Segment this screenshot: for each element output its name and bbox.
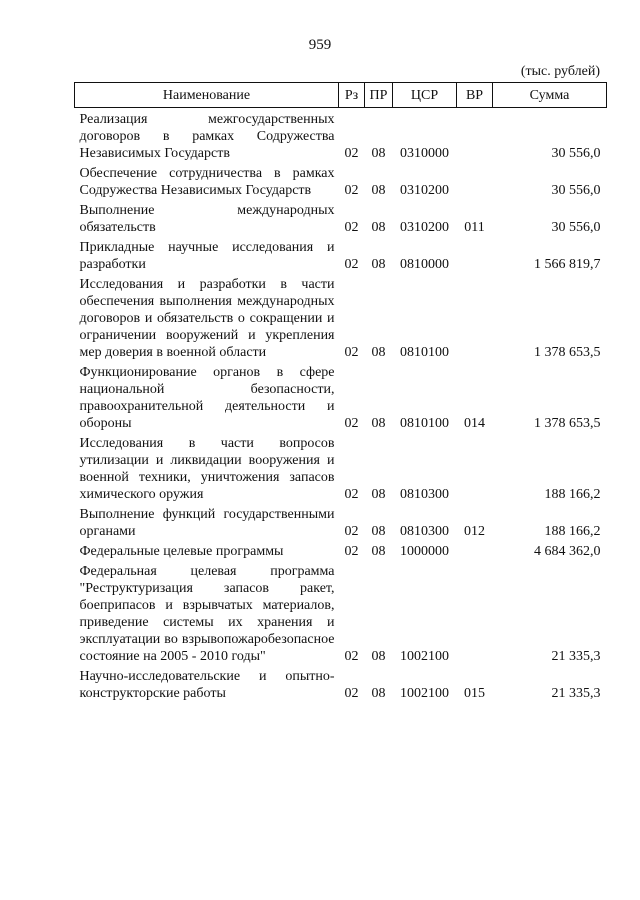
row-pr: 08 <box>371 220 386 235</box>
row-rz: 02 <box>344 146 359 161</box>
row-rz: 02 <box>344 416 359 431</box>
header-sum: Сумма <box>493 83 607 108</box>
header-rz: Рз <box>339 83 365 108</box>
table-row <box>75 273 607 361</box>
row-vr: 012 <box>464 524 485 539</box>
row-name: Федеральная целевая программа "Реструктуризация запасов ракет, боеприпасов и взрывчатых материалов, приведение системы их хранения и эксплуатации во взрывопожаробезопасное состояние на 2005 - 2010 годы" <box>79 564 335 664</box>
row-pr: 08 <box>371 416 386 431</box>
row-sum: 1 566 819,7 <box>534 257 601 272</box>
row-pr: 08 <box>371 544 386 559</box>
table-row <box>75 560 607 665</box>
table-header-row <box>75 83 607 108</box>
row-csr: 1002100 <box>400 686 449 701</box>
row-name: Выполнение функций государственными органами <box>79 507 335 539</box>
row-vr <box>457 540 493 560</box>
table-row <box>75 665 607 702</box>
table-row <box>75 361 607 432</box>
row-name: Обеспечение сотрудничества в рамках Содружества Независимых Государств <box>79 166 335 198</box>
table-row <box>75 432 607 503</box>
header-vr: ВР <box>457 83 493 108</box>
units-label: (тыс. рублей) <box>520 64 600 79</box>
row-vr: 011 <box>464 220 485 235</box>
row-sum: 4 684 362,0 <box>534 544 601 559</box>
row-rz: 02 <box>344 544 359 559</box>
row-name: Научно-исследовательские и опытно-конструкторские работы <box>79 669 335 701</box>
budget-table <box>74 82 607 702</box>
row-rz: 02 <box>344 649 359 664</box>
row-sum: 30 556,0 <box>551 220 601 235</box>
row-csr: 0810100 <box>400 345 449 360</box>
row-pr: 08 <box>371 183 386 198</box>
row-sum: 188 166,2 <box>544 524 601 539</box>
row-pr: 08 <box>371 487 386 502</box>
row-sum: 21 335,3 <box>551 686 601 701</box>
header-csr: ЦСР <box>393 83 457 108</box>
row-csr: 0310200 <box>400 220 449 235</box>
row-sum: 188 166,2 <box>544 487 601 502</box>
row-sum: 30 556,0 <box>551 146 601 161</box>
table-row <box>75 199 607 236</box>
row-csr: 0810300 <box>400 524 449 539</box>
table-row <box>75 162 607 199</box>
row-vr <box>457 560 493 665</box>
row-vr <box>457 108 493 163</box>
row-vr: 015 <box>464 686 485 701</box>
row-csr: 0310000 <box>400 146 449 161</box>
row-pr: 08 <box>371 686 386 701</box>
table-row <box>75 236 607 273</box>
row-name: Функционирование органов в сфере национальной безопасности, правоохранительной деятельности и обороны <box>79 365 335 431</box>
table-row <box>75 503 607 540</box>
row-name: Исследования в части вопросов утилизации и ликвидации вооружения и военной техники, уничтожения запасов химического оружия <box>79 436 335 502</box>
row-rz: 02 <box>344 345 359 360</box>
row-pr: 08 <box>371 257 386 272</box>
header-name: Наименование <box>75 83 339 108</box>
row-name: Реализация межгосударственных договоров в рамках Содружества Независимых Государств <box>79 112 335 161</box>
row-name: Прикладные научные исследования и разработки <box>79 240 335 272</box>
row-sum: 30 556,0 <box>551 183 601 198</box>
row-rz: 02 <box>344 487 359 502</box>
row-name: Федеральные целевые программы <box>79 544 284 559</box>
page-number: 959 <box>308 37 332 53</box>
row-pr: 08 <box>371 649 386 664</box>
row-sum: 1 378 653,5 <box>534 345 601 360</box>
row-rz: 02 <box>344 220 359 235</box>
row-sum: 21 335,3 <box>551 649 601 664</box>
row-rz: 02 <box>344 686 359 701</box>
row-csr: 1000000 <box>400 544 449 559</box>
row-csr: 0810100 <box>400 416 449 431</box>
row-pr: 08 <box>371 345 386 360</box>
row-vr <box>457 432 493 503</box>
row-rz: 02 <box>344 524 359 539</box>
row-csr: 0310200 <box>400 183 449 198</box>
row-pr: 08 <box>371 524 386 539</box>
row-pr: 08 <box>371 146 386 161</box>
row-vr <box>457 273 493 361</box>
row-vr <box>457 162 493 199</box>
row-sum: 1 378 653,5 <box>534 416 601 431</box>
table-row <box>75 540 607 560</box>
row-rz: 02 <box>344 257 359 272</box>
row-rz: 02 <box>344 183 359 198</box>
row-csr: 0810000 <box>400 257 449 272</box>
row-vr <box>457 236 493 273</box>
row-name: Исследования и разработки в части обеспечения выполнения международных договоров и обязательств о сокращении и ограничении вооружений и укрепления мер доверия в военной области <box>79 277 335 360</box>
row-vr: 014 <box>464 416 485 431</box>
table-row <box>75 108 607 163</box>
row-csr: 0810300 <box>400 487 449 502</box>
row-name: Выполнение международных обязательств <box>79 203 335 235</box>
row-csr: 1002100 <box>400 649 449 664</box>
header-pr: ПР <box>365 83 393 108</box>
